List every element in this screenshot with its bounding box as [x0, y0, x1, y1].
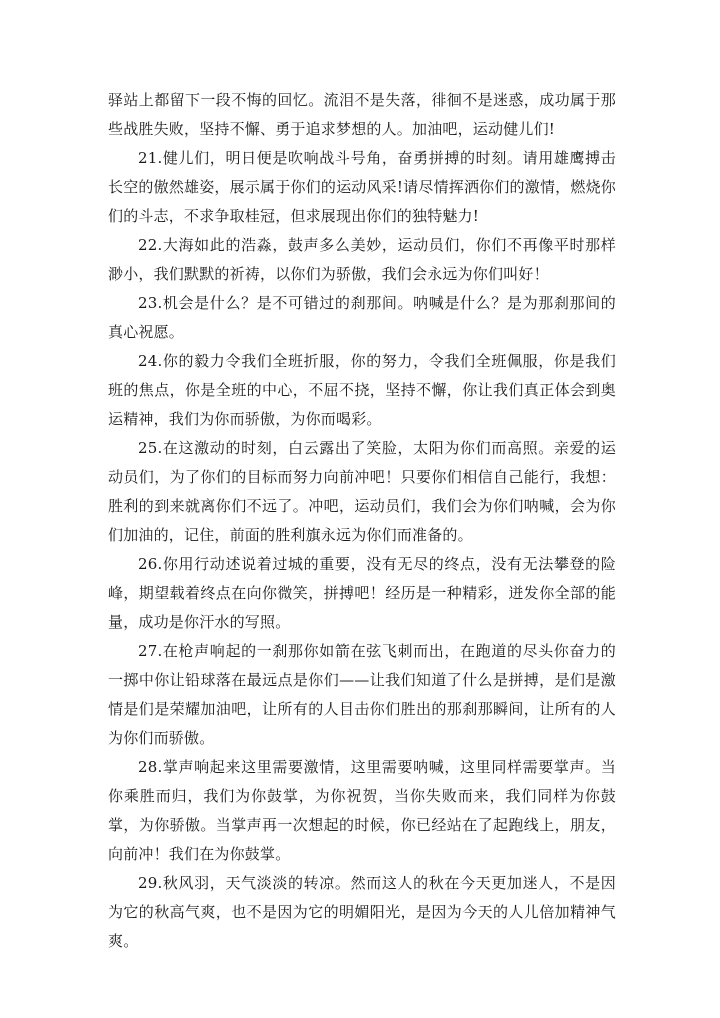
document-body: [108, 86, 616, 956]
paragraph-21: 21.健儿们，明日便是吹响战斗号角，奋勇拼搏的时刻。请用雄鹰搏击长空的傲然雄姿，展示属于你们的运动风采!请尽情挥洒你们的激情，燃烧你们的斗志，不求争取桂冠，但求展现出你们的独特魅力!: [108, 149, 616, 225]
paragraph-continuation: 驿站上都留下一段不悔的回忆。流泪不是失落，徘徊不是迷惑，成功属于那些战胜失败，坚持不懈、勇于追求梦想的人。加油吧，运动健儿们!: [108, 91, 616, 138]
paragraph-29: 29.秋风羽，天气淡淡的转凉。然而这人的秋在今天更加迷人，不是因为它的秋高气爽，也不是因为它的明媚阳光，是因为今天的人儿倍加精神气爽。: [108, 874, 616, 950]
paragraph-25: 25.在这激动的时刻，白云露出了笑脸，太阳为你们而高照。亲爱的运动员们，为了你们的目标而努力向前冲吧！只要你们相信自己能行，我想：胜利的到来就离你们不远了。冲吧，运动员们，我们会为你们呐喊，会为你们加油的，记住，前面的胜利旗永远为你们而准备的。: [108, 439, 616, 544]
paragraph-28: 28.掌声响起来这里需要激情，这里需要呐喊，这里同样需要掌声。当你乘胜而归，我们为你鼓掌，为你祝贺，当你失败而来，我们同样为你鼓掌，为你骄傲。当掌声再一次想起的时候，你已经站在了起跑线上，朋友，向前冲！我们在为你鼓掌。: [108, 758, 616, 863]
paragraph-27: 27.在枪声响起的一刹那你如箭在弦飞刺而出，在跑道的尽头你奋力的一掷中你让铅球落在最远点是你们——让我们知道了什么是拼搏，是们是激情是们是荣耀加油吧，让所有的人目击你们胜出的那刹那瞬间，让所有的人为你们而骄傲。: [108, 642, 616, 747]
paragraph-23: 23.机会是什么？是不可错过的刹那间。呐喊是什么？是为那刹那间的真心祝愿。: [108, 294, 616, 341]
paragraph-22: 22.大海如此的浩淼，鼓声多么美妙，运动员们，你们不再像平时那样渺小，我们默默的祈祷，以你们为骄傲，我们会永远为你们叫好！: [108, 236, 616, 283]
paragraph-24: 24.你的毅力令我们全班折服，你的努力，令我们全班佩服，你是我们班的焦点，你是全班的中心，不屈不挠，坚持不懈，你让我们真正体会到奥运精神，我们为你而骄傲，为你而喝彩。: [108, 352, 616, 428]
paragraph-26: 26.你用行动述说着过城的重要，没有无尽的终点，没有无法攀登的险峰，期望载着终点在向你微笑，拼搏吧！经历是一种精彩，迸发你全部的能量，成功是你汗水的写照。: [108, 555, 616, 631]
